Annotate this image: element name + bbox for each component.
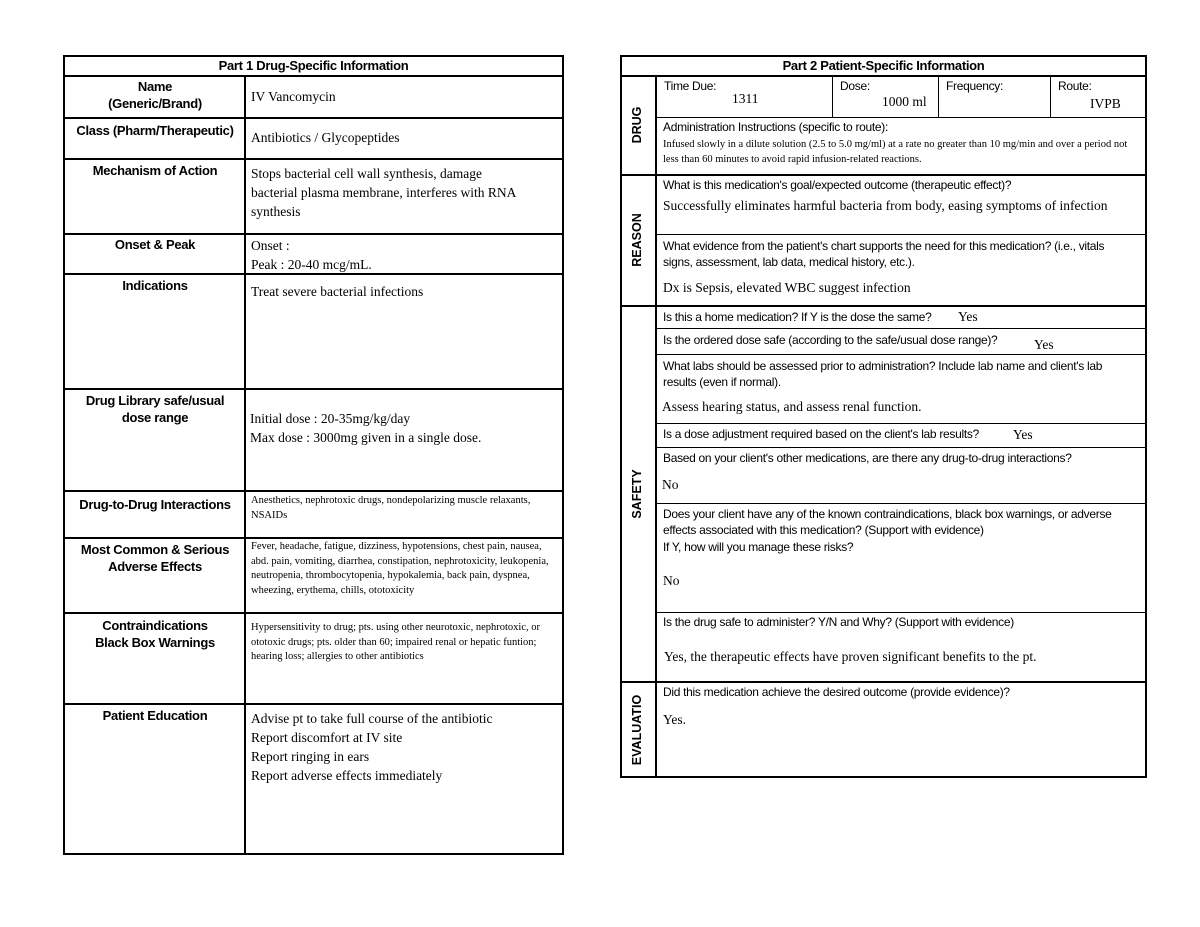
interactions-value: Anesthetics, nephrotoxic drugs, nondepolarizing muscle relaxants, NSAIDs [251, 495, 531, 521]
labs-answer: Assess hearing status, and assess renal function. [662, 399, 922, 414]
part1-title: Part 1 Drug-Specific Information [218, 58, 409, 73]
mechanism-value: Stops bacterial cell wall synthesis, damage bacterial plasma membrane, interferes with RNA synthesis [251, 166, 516, 219]
dose-adjustment-question: Is a dose adjustment required based on the client's lab results? [663, 427, 979, 441]
outcome-question: Did this medication achieve the desired outcome (provide evidence)? [663, 685, 1010, 699]
adverse-effects-value: Fever, headache, fatigue, dizziness, hypotensions, chest pain, nausea, abd. pain, vomiting, diarrhea, constipation, nephrotoxicity, leukopenia, neutropenia, thrombocytopenia, hypokalemia, back pain, dyspnea, wheezing, erythema, chills, ototoxicity [251, 541, 549, 596]
route-label: Route: [1058, 79, 1092, 93]
section-safety-label: SAFETY [630, 469, 644, 519]
class-value: Antibiotics / Glycopeptides [251, 130, 400, 145]
onset-peak-value: Onset : Peak : 20-40 mcg/mL. [251, 238, 372, 272]
dose-adjustment-answer: Yes [1013, 427, 1033, 442]
frequency-label: Frequency: [946, 79, 1004, 93]
home-med-question: Is this a home medication? If Y is the dose the same? [663, 310, 932, 324]
admin-instructions-question: Administration Instructions (specific to route): [663, 120, 889, 134]
admin-instructions-answer: Infused slowly in a dilute solution (2.5 to 5.0 mg/ml) at a rate no greater than 10 mg/min and over a period not less than 60 minutes to avoid rapid infusion-related reactions. [663, 139, 1128, 165]
time-due-label: Time Due: [664, 79, 717, 93]
dose-safe-question: Is the ordered dose safe (according to the safe/usual dose range)? [663, 333, 998, 347]
contraindications-question-2: If Y, how will you manage these risks? [663, 540, 854, 554]
evidence-answer: Dx is Sepsis, elevated WBC suggest infection [663, 280, 911, 295]
drug-interactions-answer: No [662, 477, 679, 492]
dose-safe-answer: Yes [1034, 337, 1054, 352]
section-evaluation-label: EVALUATIO [630, 694, 644, 766]
adverse-effects-label: Most Common & Serious Adverse Effects [80, 542, 230, 574]
evidence-question: What evidence from the patient's chart supports the need for this medication? (i.e., vitals signs, assessment, lab data, medical history, etc.). [663, 239, 1105, 269]
dose-range-value: Initial dose : 20-35mg/kg/day Max dose : 3000mg given in a single dose. [250, 411, 482, 445]
name-value: IV Vancomycin [251, 89, 336, 104]
dose-range-label: Drug Library safe/usual dose range [85, 393, 225, 425]
route-value: IVPB [1090, 96, 1121, 111]
labs-question: What labs should be assessed prior to administration? Include lab name and client's lab results (even if normal). [663, 359, 1103, 389]
mechanism-label: Mechanism of Action [92, 163, 218, 178]
patient-education-label: Patient Education [102, 708, 208, 723]
time-due-value: 1311 [732, 91, 759, 106]
part2-title: Part 2 Patient-Specific Information [782, 58, 985, 73]
indications-label: Indications [122, 278, 188, 293]
outcome-answer: Yes. [663, 712, 687, 727]
drug-interactions-question: Based on your client's other medications, are there any drug-to-drug interactions? [663, 451, 1072, 465]
goal-answer: Successfully eliminates harmful bacteria from body, easing symptoms of infection [663, 198, 1108, 213]
section-drug-label: DRUG [630, 106, 644, 144]
contraindications-question: Does your client have any of the known contraindications, black box warnings, or adverse effects associated with this medication? (Support with evidence) [663, 507, 1112, 537]
home-med-answer: Yes [958, 309, 978, 324]
onset-peak-label: Onset & Peak [114, 237, 196, 252]
goal-question: What is this medication's goal/expected outcome (therapeutic effect)? [663, 178, 1012, 192]
contraindications-answer: No [663, 573, 680, 588]
interactions-label: Drug-to-Drug Interactions [79, 497, 231, 512]
name-label: Name (Generic/Brand) [108, 79, 202, 111]
class-label: Class (Pharm/Therapeutic) [76, 123, 234, 138]
contraindications-value: Hypersensitivity to drug; pts. using other neurotoxic, nephrotoxic, or ototoxic drugs; pts. older than 60; impaired renal or hepatic funtion; hearing loss; allergies to other antibiotics [251, 622, 540, 662]
dose-label: Dose: [840, 79, 870, 93]
safe-to-administer-answer: Yes, the therapeutic effects have proven significant benefits to the pt. [664, 649, 1037, 664]
patient-education-value: Advise pt to take full course of the antibiotic Report discomfort at IV site Report ringing in ears Report adverse effects immediately [251, 711, 493, 783]
dose-value: 1000 ml [882, 94, 927, 109]
contraindications-label: Contraindications Black Box Warnings [95, 618, 215, 650]
safe-to-administer-question: Is the drug safe to administer? Y/N and Why? (Support with evidence) [663, 615, 1014, 629]
indications-value: Treat severe bacterial infections [251, 284, 424, 299]
section-reason-label: REASON [630, 213, 644, 267]
